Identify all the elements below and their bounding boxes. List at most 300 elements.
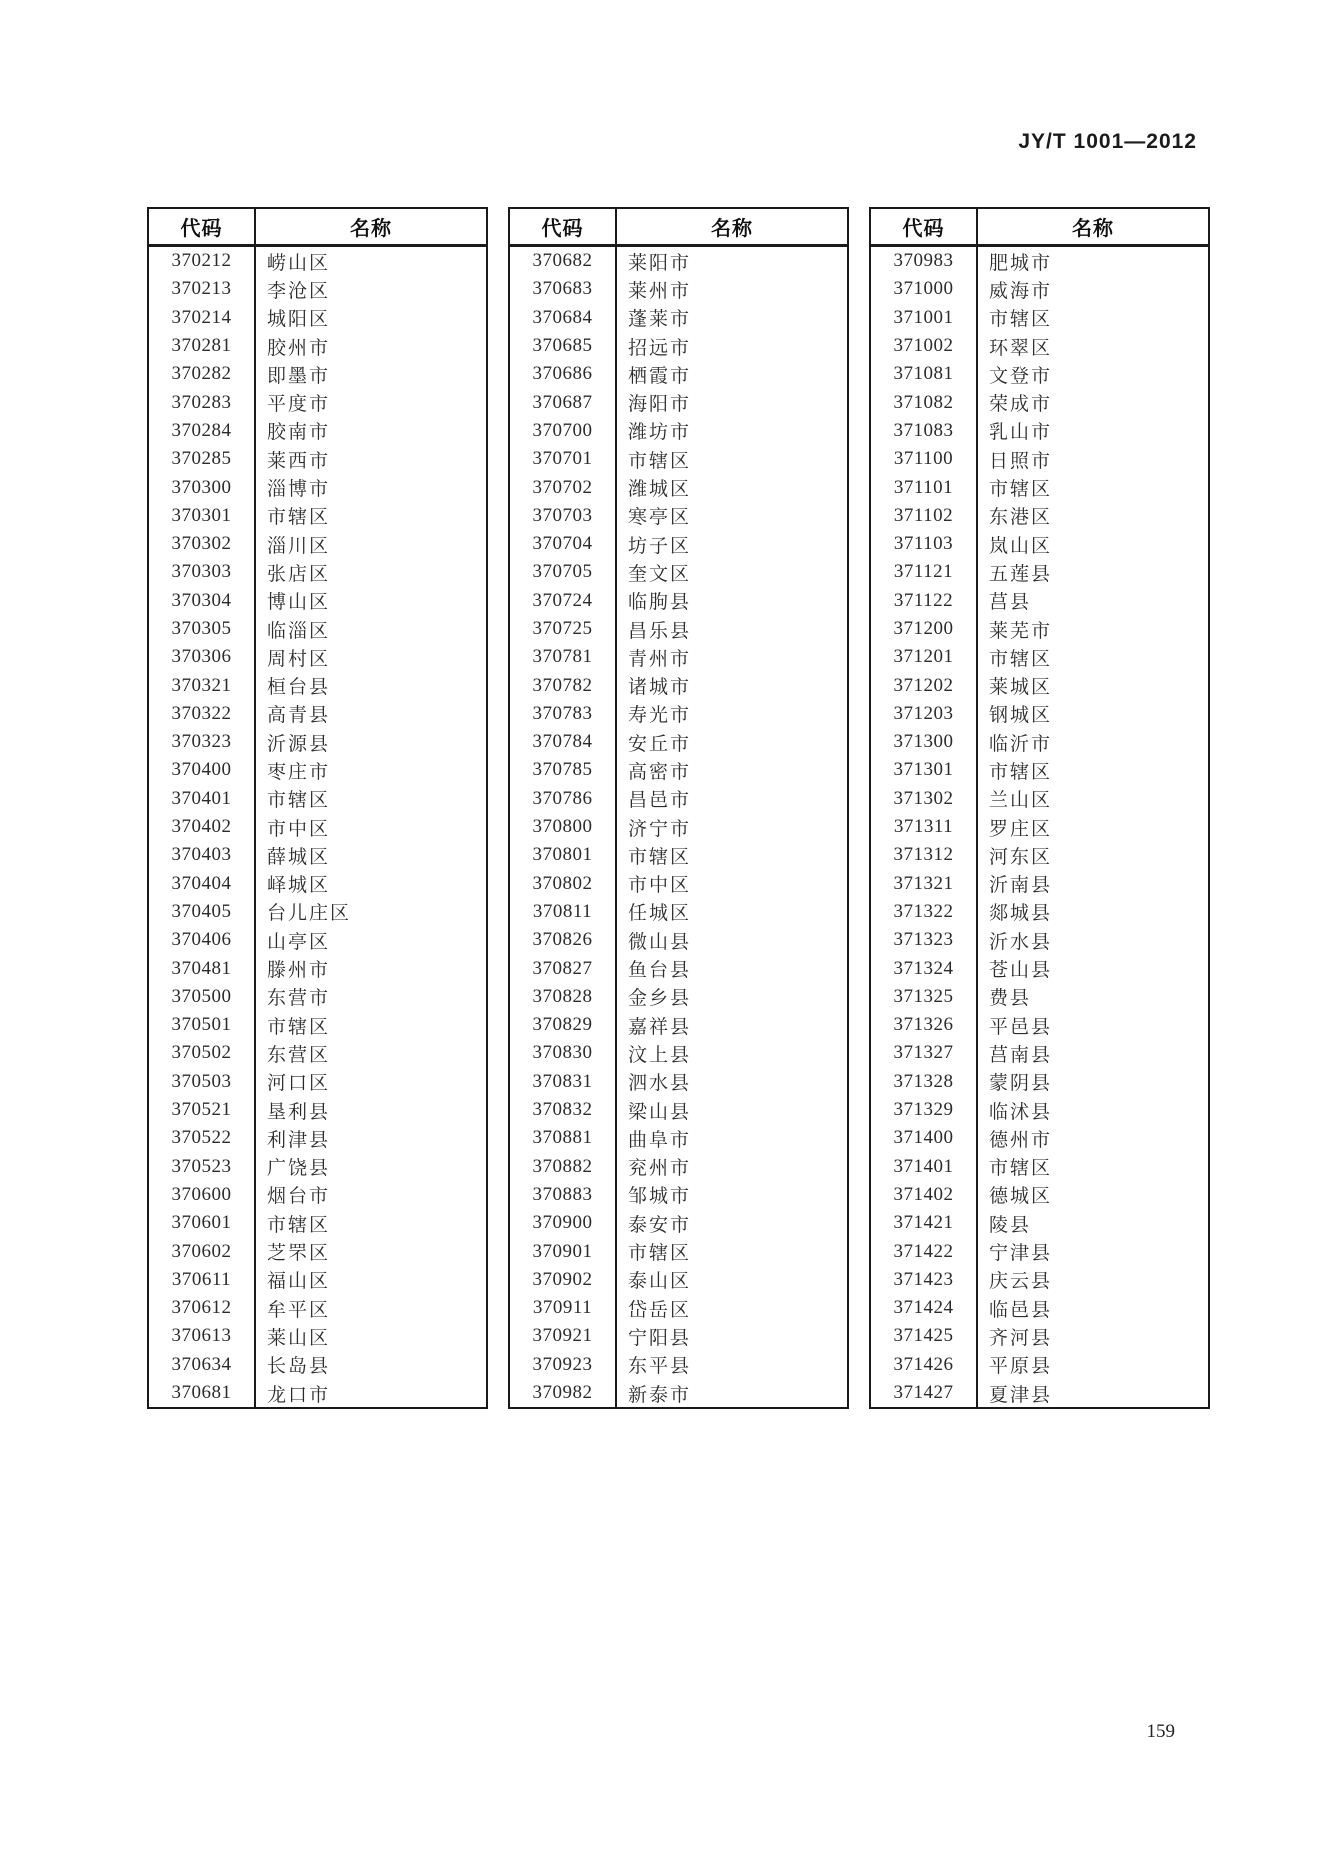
- table-row: [509, 671, 848, 699]
- table-row: [870, 1039, 1209, 1067]
- name-cell: 崂山区: [267, 252, 331, 274]
- code-cell: 370705: [509, 558, 616, 586]
- table-row: [148, 1237, 487, 1265]
- table-row: [509, 615, 848, 643]
- name-cell: 东营市: [267, 988, 331, 1010]
- code-cell: 370786: [509, 785, 616, 813]
- name-cell: 岱岳区: [628, 1299, 692, 1321]
- code-cell: 370902: [509, 1266, 616, 1294]
- code-cell: 370701: [509, 445, 616, 473]
- code-cell: 371121: [870, 558, 977, 586]
- name-cell: 齐河县: [989, 1327, 1053, 1349]
- table-row: [509, 756, 848, 784]
- name-cell: 威海市: [989, 280, 1053, 302]
- name-cell: 利津县: [267, 1129, 331, 1151]
- table-row: [870, 332, 1209, 360]
- table-row: [509, 813, 848, 841]
- code-cell: 370282: [148, 360, 255, 388]
- code-cell: 370634: [148, 1351, 255, 1379]
- code-cell: 370784: [509, 728, 616, 756]
- code-cell: 371002: [870, 332, 977, 360]
- table-row: [148, 671, 487, 699]
- code-cell: 371324: [870, 954, 977, 982]
- code-cell: 371311: [870, 813, 977, 841]
- code-cell: 370832: [509, 1096, 616, 1124]
- code-cell: 370613: [148, 1322, 255, 1350]
- table-row: [148, 388, 487, 416]
- table-row: [870, 983, 1209, 1011]
- name-cell: 苍山县: [989, 960, 1053, 982]
- code-cell: 370212: [148, 246, 255, 276]
- name-cell: 市辖区: [628, 1243, 692, 1265]
- name-cell: 枣庄市: [267, 761, 331, 783]
- code-cell: 370502: [148, 1039, 255, 1067]
- code-cell: 370304: [148, 587, 255, 615]
- table-row: [509, 728, 848, 756]
- table-row: [870, 898, 1209, 926]
- table-row: [870, 1153, 1209, 1181]
- table-row: [148, 1379, 487, 1408]
- name-cell: 莱西市: [267, 450, 331, 472]
- code-cell: 370911: [509, 1294, 616, 1322]
- name-cell: 临淄区: [267, 620, 331, 642]
- code-cell: 370611: [148, 1266, 255, 1294]
- name-cell: 微山县: [628, 931, 692, 953]
- name-cell: 潍城区: [628, 479, 692, 501]
- name-cell: 市辖区: [267, 790, 331, 812]
- code-cell: 371427: [870, 1379, 977, 1408]
- code-cell: 371103: [870, 530, 977, 558]
- code-cell: 370883: [509, 1181, 616, 1209]
- code-cell: 370602: [148, 1237, 255, 1265]
- name-cell: 日照市: [989, 450, 1053, 472]
- name-cell: 五莲县: [989, 563, 1053, 585]
- code-cell: 370281: [148, 332, 255, 360]
- code-cell: 370882: [509, 1153, 616, 1181]
- table-row: [870, 502, 1209, 530]
- name-cell: 沂水县: [989, 931, 1053, 953]
- standard-number: JY/T 1001—2012: [1018, 130, 1197, 153]
- code-cell: 371328: [870, 1068, 977, 1096]
- table-row: [148, 445, 487, 473]
- table-row: [509, 954, 848, 982]
- name-cell: 曲阜市: [628, 1129, 692, 1151]
- code-cell: 371082: [870, 388, 977, 416]
- table-row: [870, 587, 1209, 615]
- table-row: [870, 1011, 1209, 1039]
- name-cell: 临邑县: [989, 1299, 1053, 1321]
- name-cell: 胶南市: [267, 422, 331, 444]
- name-cell: 海阳市: [628, 394, 692, 416]
- name-cell: 烟台市: [267, 1186, 331, 1208]
- name-cell: 桓台县: [267, 677, 331, 699]
- code-cell: 371300: [870, 728, 977, 756]
- name-cell: 诸城市: [628, 677, 692, 699]
- table-row: [148, 954, 487, 982]
- region-code-table-middle: [508, 207, 849, 1409]
- code-cell: 370811: [509, 898, 616, 926]
- table-row: [509, 246, 848, 276]
- code-cell: 370703: [509, 502, 616, 530]
- name-cell: 博山区: [267, 592, 331, 614]
- name-cell: 高密市: [628, 761, 692, 783]
- name-cell: 即墨市: [267, 365, 331, 387]
- code-cell: 370827: [509, 954, 616, 982]
- table-row: [148, 246, 487, 276]
- code-cell: 370481: [148, 954, 255, 982]
- code-cell: 370881: [509, 1124, 616, 1152]
- table-row: [509, 587, 848, 615]
- table-row: [870, 1379, 1209, 1408]
- name-cell: 垦利县: [267, 1101, 331, 1123]
- code-cell: 370283: [148, 388, 255, 416]
- name-cell: 城阳区: [267, 309, 331, 331]
- name-cell: 东营区: [267, 1044, 331, 1066]
- code-cell: 371202: [870, 671, 977, 699]
- name-cell: 莱山区: [267, 1327, 331, 1349]
- code-cell: 370724: [509, 587, 616, 615]
- table-row: [870, 785, 1209, 813]
- table-row: [148, 1039, 487, 1067]
- name-cell: 金乡县: [628, 988, 692, 1010]
- name-cell: 周村区: [267, 648, 331, 670]
- table-row: [148, 1096, 487, 1124]
- code-cell: 370300: [148, 473, 255, 501]
- table-row: [148, 728, 487, 756]
- code-cell: 371424: [870, 1294, 977, 1322]
- table-row: [509, 1096, 848, 1124]
- code-cell: 370305: [148, 615, 255, 643]
- name-cell: 肥城市: [989, 252, 1053, 274]
- table-row: [870, 728, 1209, 756]
- table-row: [148, 304, 487, 332]
- table-row: [148, 417, 487, 445]
- name-cell: 环翠区: [989, 337, 1053, 359]
- code-cell: 370501: [148, 1011, 255, 1039]
- code-cell: 371083: [870, 417, 977, 445]
- code-cell: 370500: [148, 983, 255, 1011]
- name-cell: 泰山区: [628, 1271, 692, 1293]
- name-cell: 夏津县: [989, 1384, 1053, 1406]
- table-row: [509, 785, 848, 813]
- table-row: [870, 304, 1209, 332]
- code-cell: 370781: [509, 643, 616, 671]
- code-cell: 370213: [148, 275, 255, 303]
- table-row: [870, 1068, 1209, 1096]
- table-row: [870, 1209, 1209, 1237]
- code-cell: 371101: [870, 473, 977, 501]
- table-row: [870, 1096, 1209, 1124]
- table-row: [509, 700, 848, 728]
- name-cell: 市辖区: [989, 309, 1053, 331]
- table-row: [509, 1153, 848, 1181]
- table-row: [148, 558, 487, 586]
- code-cell: 370401: [148, 785, 255, 813]
- table-row: [509, 304, 848, 332]
- code-cell: 370687: [509, 388, 616, 416]
- name-cell: 莱城区: [989, 677, 1053, 699]
- code-cell: 370522: [148, 1124, 255, 1152]
- code-cell: 370901: [509, 1237, 616, 1265]
- table-row: [148, 1266, 487, 1294]
- code-cell: 371325: [870, 983, 977, 1011]
- table-row: [870, 1124, 1209, 1152]
- table-row: [148, 756, 487, 784]
- code-cell: 371302: [870, 785, 977, 813]
- name-cell: 青州市: [628, 648, 692, 670]
- name-cell: 东港区: [989, 507, 1053, 529]
- table-row: [509, 445, 848, 473]
- table-row: [509, 332, 848, 360]
- name-cell: 昌乐县: [628, 620, 692, 642]
- name-cell: 宁津县: [989, 1243, 1053, 1265]
- table-row: [148, 1011, 487, 1039]
- code-cell: 371312: [870, 841, 977, 869]
- table-row: [148, 926, 487, 954]
- code-cell: 371321: [870, 870, 977, 898]
- name-cell: 梁山县: [628, 1101, 692, 1123]
- code-cell: 371326: [870, 1011, 977, 1039]
- table-row: [509, 360, 848, 388]
- table-row: [148, 643, 487, 671]
- name-cell: 招远市: [628, 337, 692, 359]
- code-cell: 371401: [870, 1153, 977, 1181]
- name-cell: 沂源县: [267, 733, 331, 755]
- code-cell: 370523: [148, 1153, 255, 1181]
- name-cell: 潍坊市: [628, 422, 692, 444]
- name-cell: 奎文区: [628, 563, 692, 585]
- table-row: [148, 870, 487, 898]
- code-cell: 371423: [870, 1266, 977, 1294]
- code-cell: 370828: [509, 983, 616, 1011]
- table-row: [870, 671, 1209, 699]
- table-row: [148, 530, 487, 558]
- table-row: [509, 502, 848, 530]
- name-cell: 济宁市: [628, 818, 692, 840]
- name-cell: 钢城区: [989, 705, 1053, 727]
- table-row: [870, 813, 1209, 841]
- code-cell: 371421: [870, 1209, 977, 1237]
- name-cell: 庆云县: [989, 1271, 1053, 1293]
- table-row: [509, 983, 848, 1011]
- name-cell: 平原县: [989, 1356, 1053, 1378]
- name-cell: 市辖区: [267, 1016, 331, 1038]
- name-cell: 罗庄区: [989, 818, 1053, 840]
- table-row: [870, 954, 1209, 982]
- table-row: [870, 1237, 1209, 1265]
- table-row: [509, 1322, 848, 1350]
- code-cell: 370982: [509, 1379, 616, 1408]
- name-cell: 嘉祥县: [628, 1016, 692, 1038]
- code-cell: 370725: [509, 615, 616, 643]
- name-cell: 坊子区: [628, 535, 692, 557]
- name-cell: 市辖区: [267, 1214, 331, 1236]
- table-row: [870, 700, 1209, 728]
- code-cell: 370400: [148, 756, 255, 784]
- name-cell: 泰安市: [628, 1214, 692, 1236]
- name-cell: 胶州市: [267, 337, 331, 359]
- table-row: [870, 1181, 1209, 1209]
- table-row: [509, 417, 848, 445]
- name-cell: 邹城市: [628, 1186, 692, 1208]
- name-cell: 龙口市: [267, 1384, 331, 1406]
- name-cell: 兖州市: [628, 1158, 692, 1180]
- code-cell: 371329: [870, 1096, 977, 1124]
- code-cell: 370829: [509, 1011, 616, 1039]
- table-row: [509, 530, 848, 558]
- name-cell: 芝罘区: [267, 1243, 331, 1265]
- table-row: [870, 615, 1209, 643]
- name-cell: 河东区: [989, 846, 1053, 868]
- name-cell: 市辖区: [267, 507, 331, 529]
- name-cell: 福山区: [267, 1271, 331, 1293]
- code-cell: 371422: [870, 1237, 977, 1265]
- column-header-name: 名称: [616, 208, 848, 246]
- code-cell: 370405: [148, 898, 255, 926]
- column-header-code: 代码: [509, 208, 616, 246]
- code-cell: 370684: [509, 304, 616, 332]
- name-cell: 临沂市: [989, 733, 1053, 755]
- table-row: [870, 445, 1209, 473]
- code-cell: 370323: [148, 728, 255, 756]
- table-header-row: [509, 208, 848, 246]
- code-cell: 371327: [870, 1039, 977, 1067]
- name-cell: 安丘市: [628, 733, 692, 755]
- table-row: [509, 926, 848, 954]
- code-cell: 371001: [870, 304, 977, 332]
- table-row: [870, 756, 1209, 784]
- code-cell: 371426: [870, 1351, 977, 1379]
- code-cell: 371000: [870, 275, 977, 303]
- table-row: [509, 388, 848, 416]
- table-row: [870, 275, 1209, 303]
- name-cell: 高青县: [267, 705, 331, 727]
- code-cell: 370302: [148, 530, 255, 558]
- table-row: [870, 841, 1209, 869]
- column-header-code: 代码: [148, 208, 255, 246]
- column-header-name: 名称: [255, 208, 487, 246]
- code-cell: 371400: [870, 1124, 977, 1152]
- name-cell: 费县: [989, 988, 1032, 1010]
- name-cell: 临朐县: [628, 592, 692, 614]
- table-row: [509, 558, 848, 586]
- code-cell: 370321: [148, 671, 255, 699]
- name-cell: 淄博市: [267, 479, 331, 501]
- name-cell: 宁阳县: [628, 1327, 692, 1349]
- table-row: [870, 1322, 1209, 1350]
- code-cell: 370700: [509, 417, 616, 445]
- table-row: [870, 1294, 1209, 1322]
- name-cell: 长岛县: [267, 1356, 331, 1378]
- column-header-name: 名称: [977, 208, 1209, 246]
- region-code-table-right: [869, 207, 1210, 1409]
- table-row: [148, 275, 487, 303]
- table-row: [870, 417, 1209, 445]
- code-cell: 371122: [870, 587, 977, 615]
- name-cell: 荣成市: [989, 394, 1053, 416]
- name-cell: 汶上县: [628, 1044, 692, 1066]
- name-cell: 薛城区: [267, 846, 331, 868]
- code-cell: 371323: [870, 926, 977, 954]
- code-cell: 370322: [148, 700, 255, 728]
- name-cell: 市中区: [628, 875, 692, 897]
- name-cell: 滕州市: [267, 960, 331, 982]
- name-cell: 莱芜市: [989, 620, 1053, 642]
- table-row: [509, 1181, 848, 1209]
- page-number: 159: [1146, 1721, 1175, 1742]
- table-row: [148, 1153, 487, 1181]
- name-cell: 沂南县: [989, 875, 1053, 897]
- table-row: [148, 360, 487, 388]
- code-cell: 370681: [148, 1379, 255, 1408]
- name-cell: 泗水县: [628, 1073, 692, 1095]
- code-cell: 370921: [509, 1322, 616, 1350]
- table-row: [509, 1351, 848, 1379]
- code-cell: 371200: [870, 615, 977, 643]
- name-cell: 陵县: [989, 1214, 1032, 1236]
- name-cell: 昌邑市: [628, 790, 692, 812]
- code-cell: 371322: [870, 898, 977, 926]
- column-header-code: 代码: [870, 208, 977, 246]
- code-cell: 370900: [509, 1209, 616, 1237]
- name-cell: 乳山市: [989, 422, 1053, 444]
- code-cell: 370406: [148, 926, 255, 954]
- table-row: [148, 1068, 487, 1096]
- table-row: [870, 870, 1209, 898]
- table-row: [509, 898, 848, 926]
- code-cell: 370612: [148, 1294, 255, 1322]
- table-row: [509, 870, 848, 898]
- table-row: [870, 643, 1209, 671]
- table-row: [148, 332, 487, 360]
- table-row: [509, 473, 848, 501]
- table-row: [509, 1068, 848, 1096]
- name-cell: 山亭区: [267, 931, 331, 953]
- code-cell: 370702: [509, 473, 616, 501]
- code-cell: 370704: [509, 530, 616, 558]
- code-cell: 370800: [509, 813, 616, 841]
- table-row: [148, 983, 487, 1011]
- table-row: [148, 1209, 487, 1237]
- name-cell: 莱阳市: [628, 252, 692, 274]
- table-row: [509, 1237, 848, 1265]
- name-cell: 市辖区: [989, 761, 1053, 783]
- code-cell: 370686: [509, 360, 616, 388]
- table-row: [509, 1294, 848, 1322]
- table-row: [870, 530, 1209, 558]
- code-cell: 370601: [148, 1209, 255, 1237]
- name-cell: 莒南县: [989, 1044, 1053, 1066]
- table-row: [509, 1379, 848, 1408]
- code-cell: 370683: [509, 275, 616, 303]
- code-cell: 371301: [870, 756, 977, 784]
- name-cell: 市辖区: [989, 648, 1053, 670]
- name-cell: 岚山区: [989, 535, 1053, 557]
- table-row: [509, 643, 848, 671]
- name-cell: 淄川区: [267, 535, 331, 557]
- table-row: [509, 1011, 848, 1039]
- name-cell: 文登市: [989, 365, 1053, 387]
- name-cell: 李沧区: [267, 280, 331, 302]
- code-cell: 370301: [148, 502, 255, 530]
- code-cell: 370682: [509, 246, 616, 276]
- name-cell: 临沭县: [989, 1101, 1053, 1123]
- table-header-row: [870, 208, 1209, 246]
- name-cell: 蓬莱市: [628, 309, 692, 331]
- code-cell: 370983: [870, 246, 977, 276]
- code-cell: 370831: [509, 1068, 616, 1096]
- code-cell: 370284: [148, 417, 255, 445]
